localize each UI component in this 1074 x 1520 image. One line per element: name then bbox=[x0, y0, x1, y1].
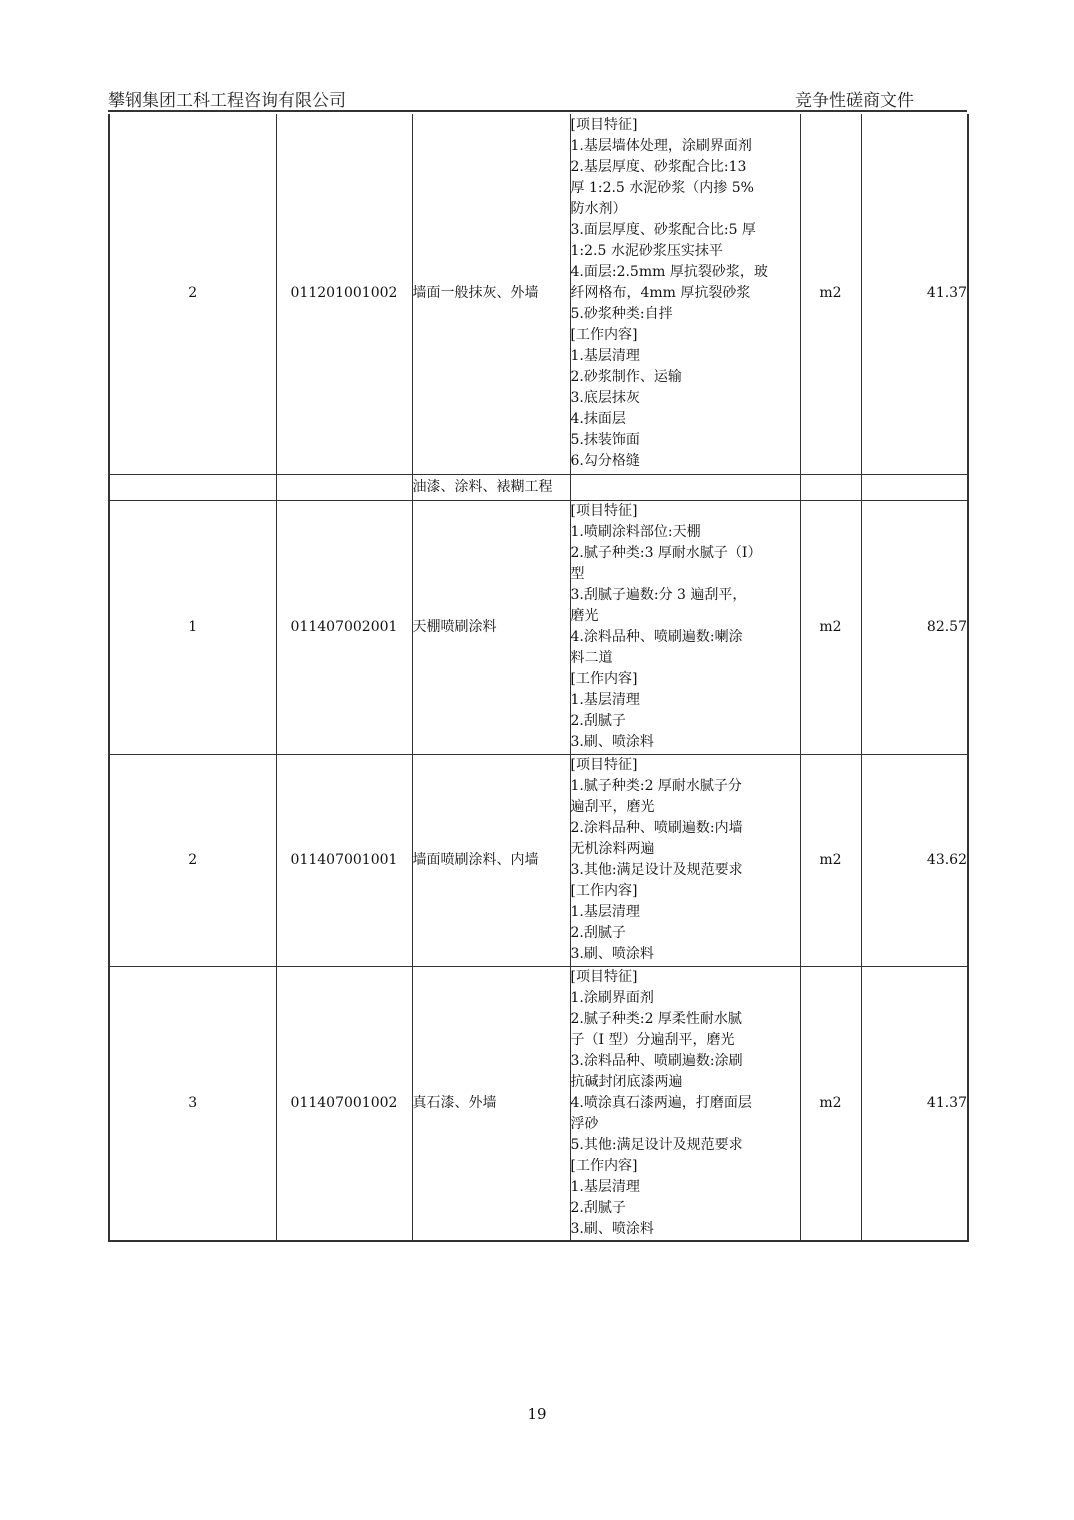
description-line: 子（I 型）分遍刮平，磨光 bbox=[570, 1031, 735, 1048]
table-row bbox=[109, 754, 968, 966]
company-name: 攀钢集团工科工程咨询有限公司 bbox=[108, 91, 346, 111]
description-line: 抗碱封闭底漆两遍 bbox=[570, 1073, 683, 1090]
item-name-cell: 油漆、涂料、裱糊工程 bbox=[412, 474, 570, 500]
description-line: 5.砂浆种类:自拌 bbox=[570, 306, 673, 323]
description-line: 4.涂料品种、喷刷遍数:喇涂 bbox=[570, 629, 743, 645]
row-sequence-cell: 2 bbox=[109, 114, 276, 474]
table-row bbox=[109, 114, 968, 474]
description-line: 5.抹装饰面 bbox=[570, 432, 640, 449]
description-line: 1.基层清理 bbox=[570, 348, 640, 365]
description-line: [项目特征] bbox=[570, 117, 638, 134]
document-type: 竞争性磋商文件 bbox=[795, 91, 914, 111]
description-line: 3.刷、喷涂料 bbox=[570, 1220, 654, 1237]
row-sequence-cell: 1 bbox=[109, 500, 276, 754]
description-line: 浮砂 bbox=[570, 1115, 599, 1132]
description-line: 3.底层抹灰 bbox=[570, 390, 640, 407]
description-line: 防水剂） bbox=[570, 201, 627, 218]
description-line: 2.基层厚度、砂浆配合比:13 bbox=[570, 159, 747, 176]
unit-cell: m2 bbox=[800, 500, 861, 754]
description-line: 2.刮腻子 bbox=[570, 925, 626, 941]
item-name-cell: 真石漆、外墙 bbox=[412, 966, 570, 1241]
description-line: [工作内容] bbox=[570, 1157, 638, 1174]
description-line: 2.砂浆制作、运输 bbox=[570, 369, 682, 386]
description-line: 型 bbox=[570, 566, 585, 582]
description-line: 6.勾分格缝 bbox=[570, 453, 640, 470]
quantity-cell: 41.37 bbox=[861, 966, 968, 1241]
description-line: [工作内容] bbox=[570, 327, 638, 344]
unit-cell: m2 bbox=[800, 754, 861, 966]
quantity-cell bbox=[861, 474, 968, 500]
description-line: 磨光 bbox=[570, 608, 599, 624]
description-line: 4.抹面层 bbox=[570, 411, 626, 428]
item-name-cell: 墙面一般抹灰、外墙 bbox=[412, 114, 570, 474]
unit-cell: m2 bbox=[800, 966, 861, 1241]
row-sequence-cell: 2 bbox=[109, 754, 276, 966]
quantity-cell: 82.57 bbox=[861, 500, 968, 754]
item-name-cell: 墙面喷刷涂料、内墙 bbox=[412, 754, 570, 966]
description-line: 2.腻子种类:3 厚耐水腻子（I） bbox=[570, 545, 762, 561]
item-description-cell bbox=[570, 500, 800, 754]
bill-of-quantities-table bbox=[108, 114, 969, 1242]
description-line: 料二道 bbox=[570, 650, 613, 666]
description-line: 3.刷、喷涂料 bbox=[570, 734, 654, 750]
quantity-cell: 41.37 bbox=[861, 114, 968, 474]
item-code-cell: 011407001002 bbox=[276, 966, 412, 1241]
description-line: 1.涂刷界面剂 bbox=[570, 989, 654, 1006]
row-sequence-cell: 3 bbox=[109, 966, 276, 1241]
page-number: 19 bbox=[527, 1405, 547, 1423]
description-line: [工作内容] bbox=[570, 883, 638, 899]
description-line: 5.其他:满足设计及规范要求 bbox=[570, 1136, 743, 1153]
description-line: [项目特征] bbox=[570, 757, 638, 773]
row-sequence-cell bbox=[109, 474, 276, 500]
description-line: 厚 1:2.5 水泥砂浆（内掺 5% bbox=[570, 180, 754, 197]
item-code-cell: 011201001002 bbox=[276, 114, 412, 474]
item-code-cell: 011407001001 bbox=[276, 754, 412, 966]
item-description-cell bbox=[570, 114, 800, 474]
item-code-cell: 011407002001 bbox=[276, 500, 412, 754]
description-line: 纤网格布，4mm 厚抗裂砂浆 bbox=[570, 285, 751, 302]
description-line: 无机涂料两遍 bbox=[570, 841, 655, 857]
description-line: [工作内容] bbox=[570, 671, 638, 687]
description-line: 1.腻子种类:2 厚耐水腻子分 bbox=[570, 778, 742, 794]
description-line: 2.腻子种类:2 厚柔性耐水腻 bbox=[570, 1010, 742, 1027]
description-line: 1.基层清理 bbox=[570, 904, 640, 920]
item-code-cell bbox=[276, 474, 412, 500]
description-line: 2.涂料品种、喷刷遍数:内墙 bbox=[570, 820, 743, 836]
quantity-cell: 43.62 bbox=[861, 754, 968, 966]
description-line: 3.刮腻子遍数:分 3 遍刮平， bbox=[570, 587, 747, 603]
header-divider bbox=[108, 110, 967, 112]
item-description-cell bbox=[570, 754, 800, 966]
description-line: 1.基层墙体处理，涂刷界面剂 bbox=[570, 138, 752, 155]
description-line: 遍刮平，磨光 bbox=[570, 799, 655, 815]
description-line: 1:2.5 水泥砂浆压实抹平 bbox=[570, 243, 723, 260]
description-line: [项目特征] bbox=[570, 968, 638, 985]
description-line: 3.面层厚度、砂浆配合比:5 厚 bbox=[570, 222, 756, 239]
description-line: 1.基层清理 bbox=[570, 1178, 640, 1195]
item-name-cell: 天棚喷刷涂料 bbox=[412, 500, 570, 754]
description-line: [项目特征] bbox=[570, 503, 638, 519]
description-line: 1.基层清理 bbox=[570, 692, 640, 708]
description-line: 2.刮腻子 bbox=[570, 1199, 626, 1216]
item-description-cell bbox=[570, 966, 800, 1241]
description-line: 2.刮腻子 bbox=[570, 713, 626, 729]
description-line: 3.涂料品种、喷刷遍数:涂刷 bbox=[570, 1052, 743, 1069]
item-description-cell bbox=[570, 474, 800, 500]
description-line: 3.其他:满足设计及规范要求 bbox=[570, 862, 743, 878]
unit-cell bbox=[800, 474, 861, 500]
description-line: 3.刷、喷涂料 bbox=[570, 946, 654, 962]
description-line: 4.喷涂真石漆两遍，打磨面层 bbox=[570, 1094, 752, 1111]
description-line: 4.面层:2.5mm 厚抗裂砂浆，玻 bbox=[570, 264, 768, 281]
unit-cell: m2 bbox=[800, 114, 861, 474]
table-row bbox=[109, 474, 968, 500]
table-row bbox=[109, 500, 968, 754]
table-row bbox=[109, 966, 968, 1241]
description-line: 1.喷刷涂料部位:天棚 bbox=[570, 524, 701, 540]
